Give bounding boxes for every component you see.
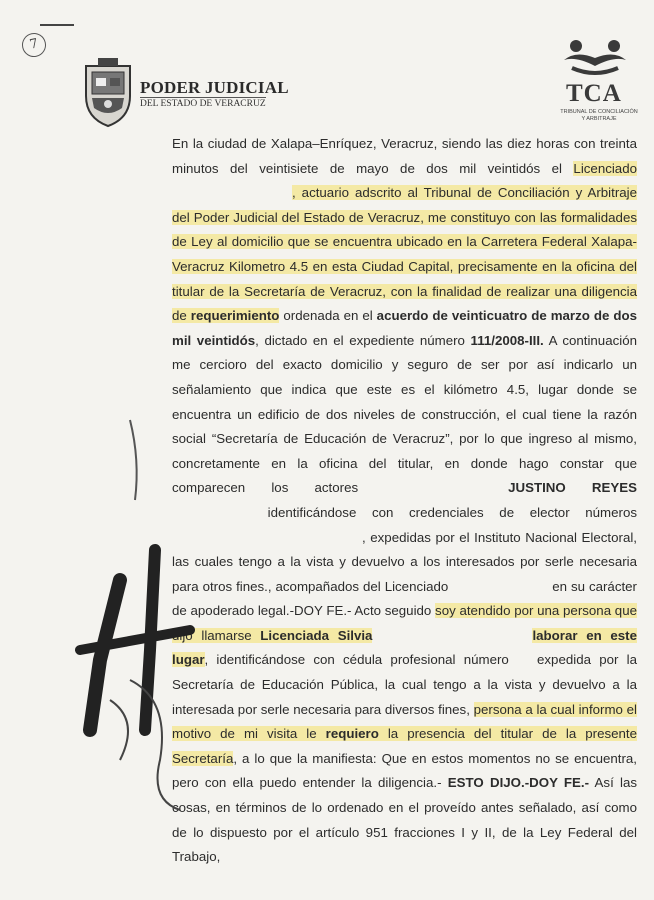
highlighted-text: soy atendido por una persona que dijo llamarse	[172, 603, 637, 643]
bold-text: laborar en este lugar	[172, 627, 638, 668]
text-segment: En la ciudad de Xalapa–Enríquez, Veracruz, siendo las diez horas con treinta minutos del veintisiete de mayo de dos mil veintidós el	[172, 136, 637, 176]
document-body	[172, 132, 637, 870]
handwritten-scribble-icon	[60, 400, 200, 820]
bold-text: Licenciada Silvia	[260, 627, 373, 643]
veracruz-crest-icon	[78, 56, 138, 128]
bold-text: ESTO DIJO.-DOY FE.-	[447, 775, 590, 791]
text-segment: identificándose con credenciales de elector números	[252, 504, 637, 520]
page-number: 7	[20, 31, 48, 59]
text-segment: , a lo que la manifiesta: Que en estos momentos no se encuentra, pero con ella puedo entender la diligencia.-	[172, 750, 637, 791]
poder-judicial-logo	[78, 56, 289, 128]
actor-name: JUSTINO REYES	[508, 480, 637, 496]
bold-text: requiero	[325, 726, 379, 742]
text-segment: A continuación me cercioro del exacto domicilio y seguro de ser por así indicarlo un señalamiento que indica que este es el kilómetro 4.5, lugar donde se encuentra un edificio de dos niveles de construcción, el cual tiene la razón social “Secretaría de Educación de Veracruz”, por lo que ingreso al mismo, concretamente en la oficina del titular, en donde hago constar que comparecen los actores	[172, 332, 637, 496]
bold-text: acuerdo de veinticuatro de marzo de dos mil veintidós	[172, 308, 637, 348]
body-paragraph	[172, 132, 637, 870]
text-segment: Así las cosas, en términos de lo ordenado en el proveído antes señalado, así como de lo dispuesto por el artículo 951 fracciones I y II, de la Ley Federal del Trabajo,	[172, 775, 637, 865]
highlighted-text: presente Secretaría	[172, 726, 637, 766]
text-segment: ordenada en el	[279, 308, 377, 324]
bold-text: requerimiento	[190, 308, 280, 324]
pen-mark-line	[40, 24, 74, 26]
tca-subtitle: TRIBUNAL DE CONCILIACIÓN Y ARBITRAJE	[560, 109, 638, 122]
case-number: 111/2008-III.	[470, 332, 544, 348]
issuer-subtitle: DEL ESTADO DE VERACRUZ	[140, 99, 266, 109]
tca-logo	[552, 38, 642, 130]
highlighted-text: , actuario adscrito al Tribunal de Conciliación y Arbitraje del Poder Judicial del Estado de Veracruz, me constituyo con las formalidades de Ley al domicilio que se encuentra ubicado en la Carretera Federal Xalapa-Veracruz Kilometro 4.5 en esta Ciudad Capital, precisamente en la oficina del titular de la Secretaría de Veracruz, con la finalidad de realizar una diligencia de	[172, 185, 637, 324]
tca-figures-icon	[562, 38, 628, 78]
tca-name: TCA	[566, 80, 622, 107]
highlighted-text: persona a la cual informo el motivo de mi visita le	[172, 701, 637, 742]
text-segment: expedida por la Secretaría de Educación Pública, la cual tengo a la vista y devuelvo a la interesada por serle necesaria para diversos fines,	[172, 652, 638, 717]
highlighted-text: Licenciado	[573, 160, 637, 176]
issuer-title: PODER JUDICIAL	[140, 78, 289, 97]
text-segment: , identificándose con cédula profesional número	[204, 652, 509, 668]
text-segment: , dictado en el expediente número	[255, 332, 471, 348]
text-segment: en su carácter de apoderado legal.-DOY FE.- Acto seguido	[172, 578, 637, 619]
text-segment: , expedidas por el Instituto Nacional Electoral, las cuales tengo a la vista y devuelvo a los interesados por serle necesaria para otros fines., acompañados del Licenciado	[172, 529, 637, 594]
highlighted-text: la presencia del titular de la	[378, 726, 586, 742]
